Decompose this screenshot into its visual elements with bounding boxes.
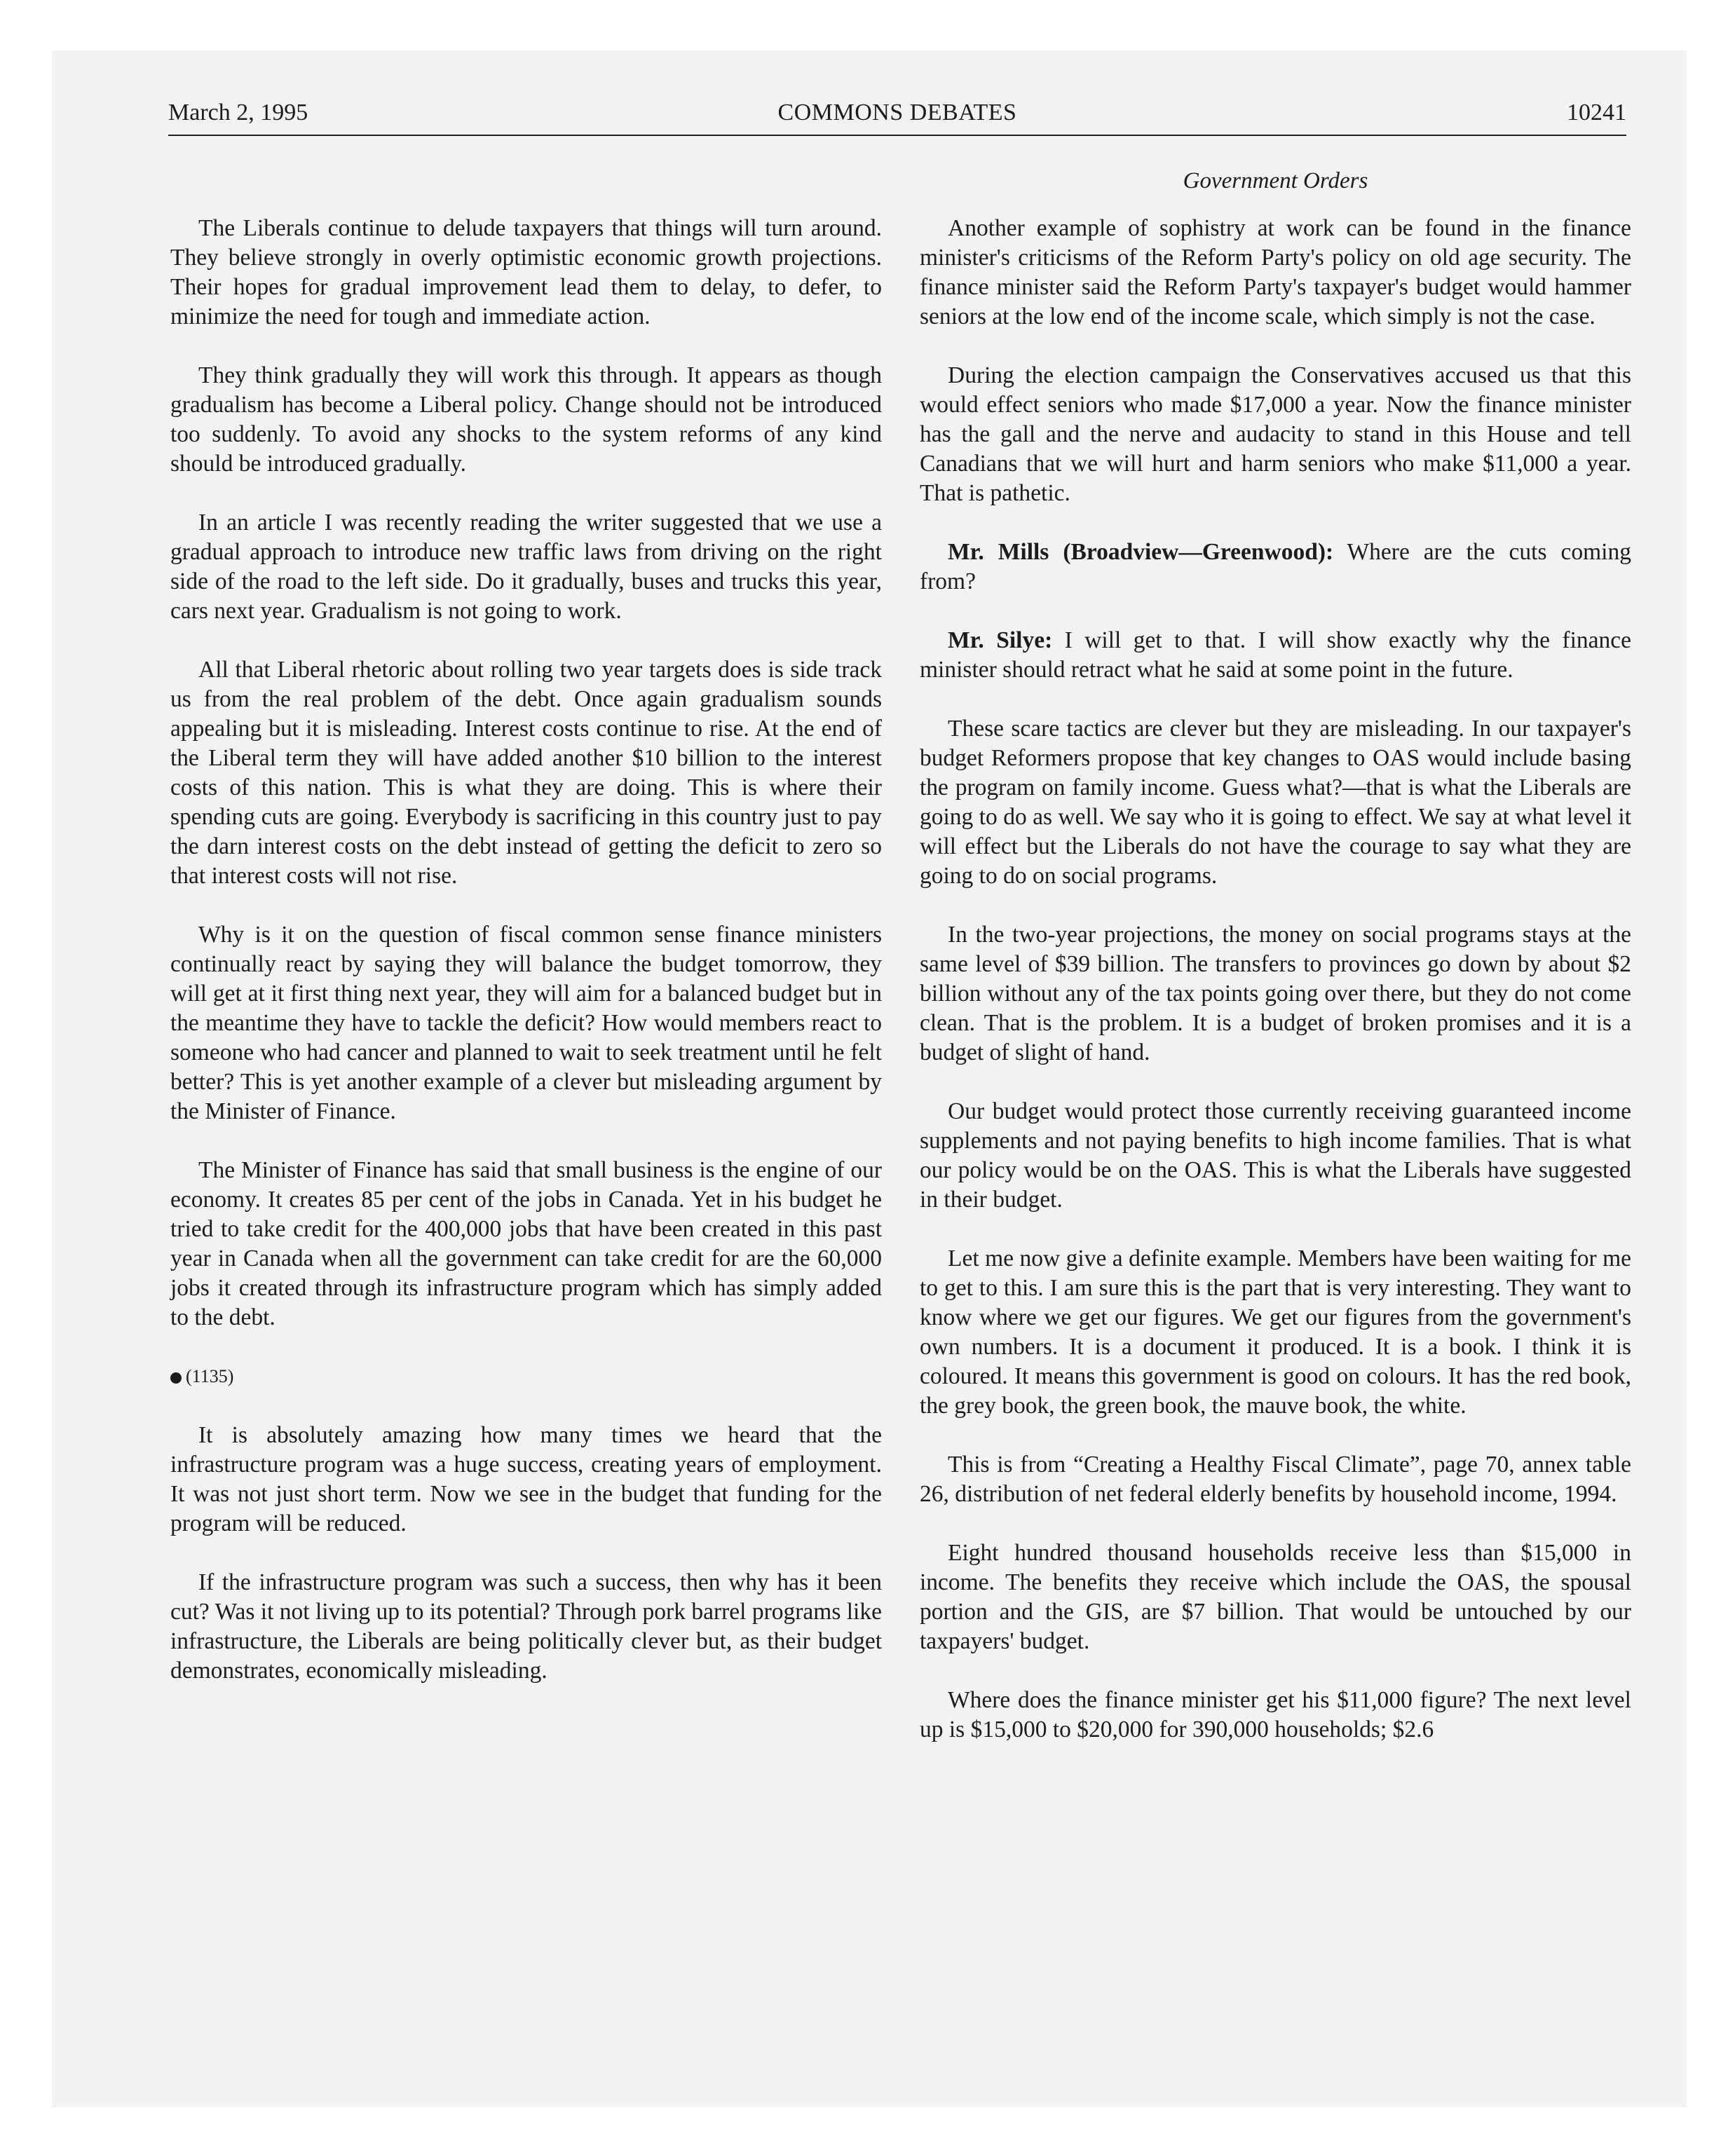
paragraph: Eight hundred thousand households receive less than $15,000 in income. The benefits they receive which include the OAS, the spousal portion and the GIS, are $7 billion. That would be untouched by our taxpayers' budget. bbox=[920, 1540, 1631, 1654]
paragraph: Where does the finance minister get his $11,000 figure? The next level up is $15,000 to $20,000 for 390,000 households; $2.6 bbox=[920, 1687, 1631, 1742]
paragraph: In an article I was recently reading the writer suggested that we use a gradual approach to introduce new traffic laws from driving on the right side of the road to the left side. Do it gradually, buses and trucks this year, cars next year. Gradualism is not going to work. bbox=[170, 510, 882, 624]
speaker-text: I will get to that. I will show exactly why the finance minister should retract what he said at some point in the future. bbox=[920, 627, 1631, 683]
speaker-name: Mr. Silye: bbox=[948, 627, 1053, 653]
header-title: COMMONS DEBATES bbox=[777, 100, 1017, 125]
time-marker-label: (1135) bbox=[186, 1366, 234, 1386]
paragraph: During the election campaign the Conservatives accused us that this would effect seniors who made $17,000 a year. Now the finance minister has the gall and the nerve and audacity to stand in this House and tell Canadians that we will hurt and harm seniors who make $11,000 a year. That is pathetic. bbox=[920, 362, 1631, 506]
speaker-name: Mr. Mills (Broadview—Greenwood): bbox=[948, 539, 1334, 565]
paragraph: They think gradually they will work this through. It appears as though gradualism has become a Liberal policy. Change should not be introduced too suddenly. To avoid any shocks to the system reforms of any kind should be introduced gradually. bbox=[170, 362, 882, 477]
section-heading: Government Orders bbox=[1183, 168, 1368, 193]
header-date: March 2, 1995 bbox=[168, 100, 308, 125]
paragraph: These scare tactics are clever but they are misleading. In our taxpayer's budget Reformers propose that key changes to OAS would include basing the program on family income. Guess what?—that is what the Liberals are going to do as well. We say who it is going to effect. We say at what level it will effect but the Liberals do not have the courage to say what they are going to do on social programs. bbox=[920, 716, 1631, 889]
header-rule bbox=[168, 135, 1626, 136]
paragraph: The Liberals continue to delude taxpayers that things will turn around. They believe strongly in overly optimistic economic growth projections. Their hopes for gradual improvement lead them to delay, to defer, to minimize the need for tough and immediate action. bbox=[170, 215, 882, 329]
left-column bbox=[170, 214, 882, 1686]
right-column bbox=[920, 214, 1631, 1745]
paragraph: If the infrastructure program was such a success, then why has it been cut? Was it not living up to its potential? Through pork barrel programs like infrastructure, the Liberals are being politically clever but, as their budget demonstrates, economically misleading. bbox=[170, 1569, 882, 1684]
speaker-text: Where are the cuts coming from? bbox=[920, 539, 1631, 594]
paragraph: This is from “Creating a Healthy Fiscal Climate”, page 70, annex table 26, distribution of net federal elderly benefits by household income, 1994. bbox=[920, 1452, 1631, 1507]
speaker-paragraph bbox=[920, 538, 1631, 596]
paragraph: Why is it on the question of fiscal common sense finance ministers continually react by saying they will balance the budget tomorrow, they will get at it first thing next year, they will aim for a balanced budget but in the meantime they have to tackle the deficit? How would members react to someone who had cancer and planned to wait to seek treatment until he felt better? This is yet another example of a clever but misleading argument by the Minister of Finance. bbox=[170, 922, 882, 1124]
paragraph: Our budget would protect those currently receiving guaranteed income supplements and not paying benefits to high income families. That is what our policy would be on the OAS. This is what the Liberals have suggested in their budget. bbox=[920, 1098, 1631, 1213]
paragraph: All that Liberal rhetoric about rolling two year targets does is side track us from the real problem of the debt. Once again gradualism sounds appealing but it is misleading. Interest costs continue to rise. At the end of the Liberal term they will have added another $10 billion to the interest costs of this nation. This is what they are doing. This is where their spending cuts are going. Everybody is sacrificing in this country just to pay the darn interest costs on the debt instead of getting the deficit to zero so that interest costs will not rise. bbox=[170, 657, 882, 889]
speaker-paragraph bbox=[920, 626, 1631, 685]
running-head bbox=[168, 100, 1626, 132]
paragraph: It is absolutely amazing how many times we heard that the infrastructure program was a huge success, creating years of employment. It was not just short term. Now we see in the budget that funding for the program will be reduced. bbox=[170, 1422, 882, 1536]
paragraph: The Minister of Finance has said that small business is the engine of our economy. It creates 85 per cent of the jobs in Canada. Yet in his budget he tried to take credit for the 400,000 jobs that have been created in this past year in Canada when all the government can take credit for are the 60,000 jobs it created through its infrastructure program which has simply added to the debt. bbox=[170, 1157, 882, 1330]
time-marker bbox=[170, 1362, 882, 1391]
paragraph: Let me now give a definite example. Members have been waiting for me to get to this. I am sure this is the part that is very interesting. They want to know where we get our figures. We get our figures from the government's own numbers. It is a document it produced. It is a book. I think it is coloured. It means this government is good on colours. It has the red book, the grey book, the green book, the mauve book, the white. bbox=[920, 1246, 1631, 1419]
paragraph: In the two-year projections, the money on social programs stays at the same level of $39 billion. The transfers to provinces go down by about $2 billion without any of the tax points going over there, but they do not come clean. That is the problem. It is a budget of broken promises and it is a budget of slight of hand. bbox=[920, 922, 1631, 1065]
paragraph: Another example of sophistry at work can be found in the finance minister's criticisms of the Reform Party's policy on old age security. The finance minister said the Reform Party's taxpayer's budget would hammer seniors at the low end of the income scale, which simply is not the case. bbox=[920, 215, 1631, 329]
bullet-icon bbox=[170, 1372, 182, 1384]
header-page-number: 10241 bbox=[1567, 100, 1626, 125]
